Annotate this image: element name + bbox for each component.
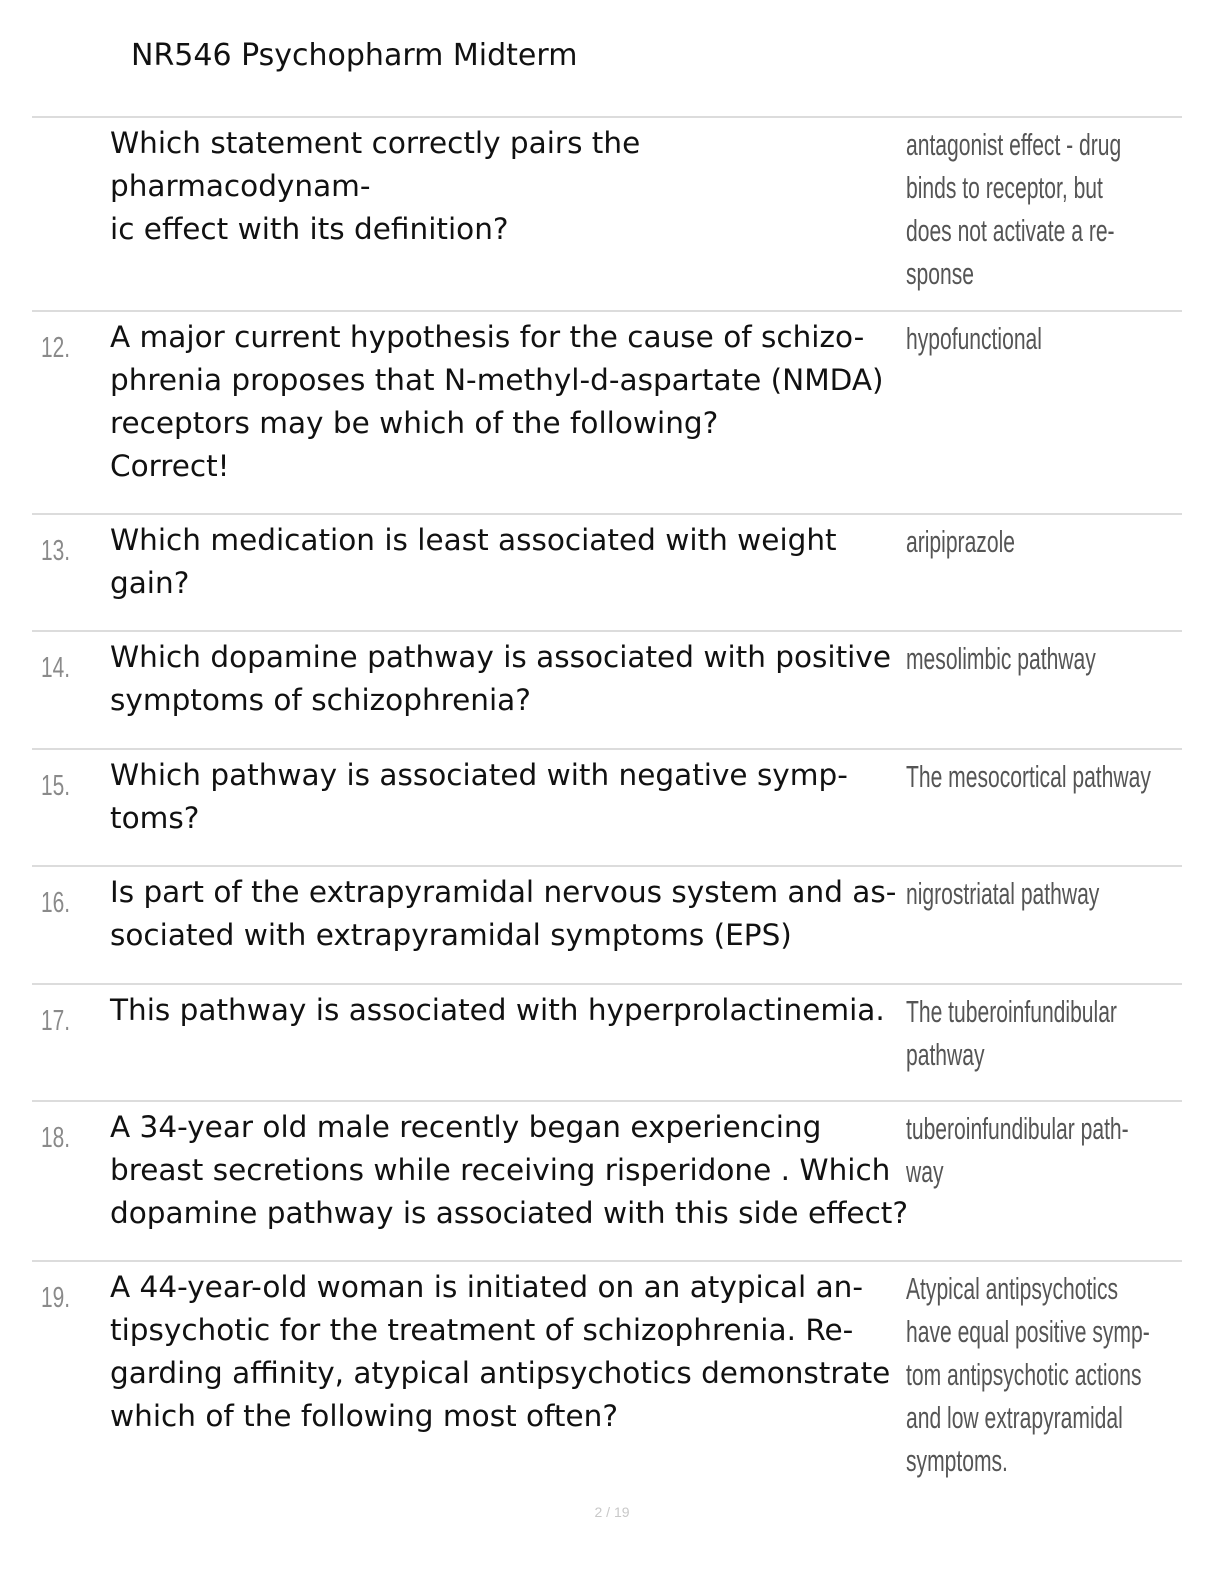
card-answer: tuberoinfundibular path- way: [906, 1111, 1129, 1189]
card-question: A 34-year old male recently began experiencing breast secretions while receiving risperidone . Which dopamine pathway is associated with this side effect?: [110, 1110, 909, 1230]
document-title: NR546 Psychopharm Midterm: [131, 38, 578, 73]
flashcard-list: [32, 116, 1182, 1494]
card-question: A major current hypothesis for the cause of schizo- phrenia proposes that N-methyl-d-aspartate (NMDA) receptors may be which of the following? Correct!: [110, 320, 884, 483]
card-number: 16.: [41, 887, 71, 919]
flashcard-row: [32, 985, 1182, 1102]
flashcard-row: [32, 312, 1182, 515]
card-number: 19.: [41, 1282, 71, 1314]
card-answer: The mesocortical pathway: [906, 759, 1151, 794]
page-indicator: 2 / 19: [594, 1504, 630, 1520]
card-answer: The tuberoinfundibular pathway: [906, 994, 1117, 1072]
card-question: Which statement correctly pairs the pharmacodynam- ic effect with its definition?: [110, 126, 641, 246]
card-answer: aripiprazole: [906, 524, 1015, 559]
card-number: 17.: [41, 1005, 71, 1037]
flashcard-row: [32, 118, 1182, 312]
flashcard-row: [32, 1262, 1182, 1494]
card-number: 12.: [41, 332, 71, 364]
card-question: Which pathway is associated with negative symp- toms?: [110, 758, 848, 835]
card-number: 13.: [41, 535, 71, 567]
flashcard-row: [32, 867, 1182, 985]
card-question: Is part of the extrapyramidal nervous system and as- sociated with extrapyramidal symptoms (EPS): [110, 875, 897, 952]
card-question: Which dopamine pathway is associated with positive symptoms of schizophrenia?: [110, 640, 891, 717]
flashcard-row: [32, 515, 1182, 632]
card-number: 18.: [41, 1122, 71, 1154]
flashcard-row: [32, 1102, 1182, 1262]
card-number: 14.: [41, 652, 71, 684]
card-answer: antagonist effect - drug binds to receptor, but does not activate a re- sponse: [906, 127, 1122, 291]
card-number: 15.: [41, 770, 71, 802]
card-answer: Atypical antipsychotics have equal positive symp- tom antipsychotic actions and low extrapyramidal symptoms.: [906, 1271, 1150, 1478]
flashcard-row: [32, 632, 1182, 750]
card-question: Which medication is least associated with weight gain?: [110, 523, 837, 600]
card-question: This pathway is associated with hyperprolactinemia.: [110, 993, 885, 1027]
card-answer: mesolimbic pathway: [906, 641, 1096, 676]
card-answer: nigrostriatal pathway: [906, 876, 1100, 911]
card-answer: hypofunctional: [906, 321, 1042, 356]
card-question: A 44-year-old woman is initiated on an atypical an- tipsychotic for the treatment of schizophrenia. Re- garding affinity, atypical antipsychotics demonstrate which of the following most often?: [110, 1270, 891, 1433]
flashcard-row: [32, 750, 1182, 867]
